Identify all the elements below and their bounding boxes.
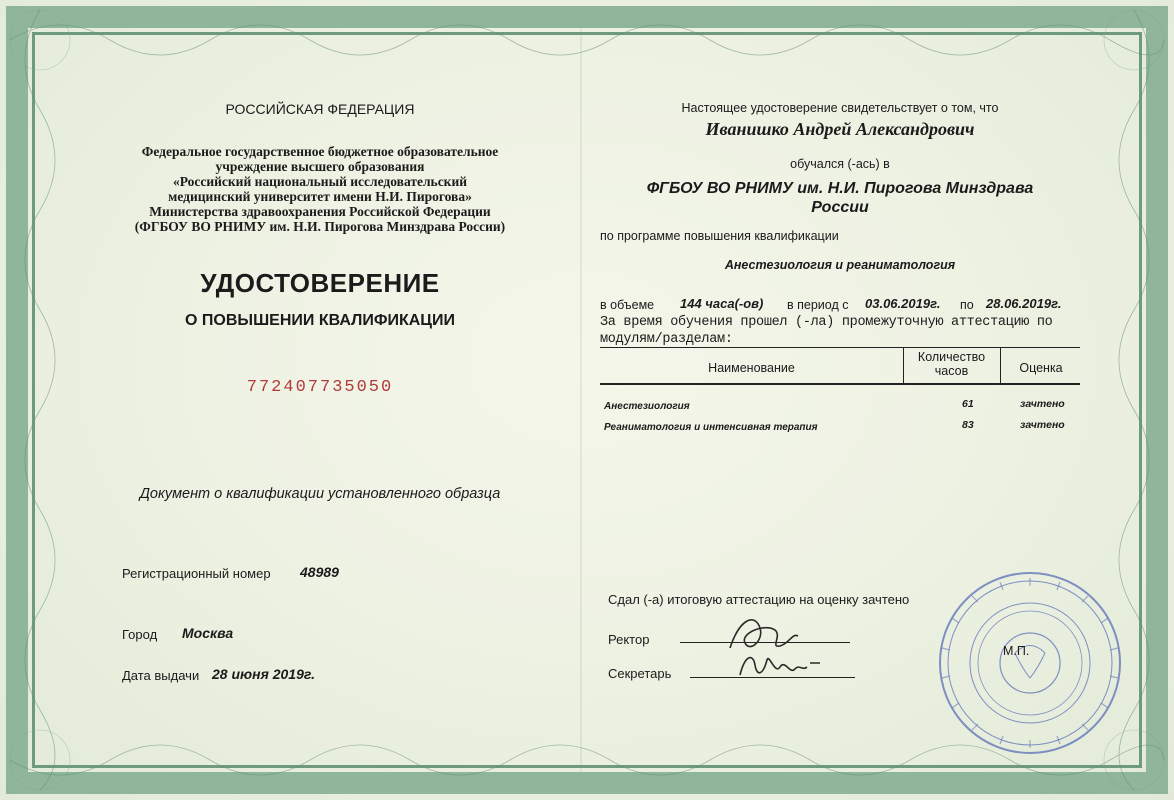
registration-label: Регистрационный номер xyxy=(122,566,271,581)
recipient-name: Иванишко Андрей Александрович xyxy=(705,119,975,139)
volume-label: в объеме xyxy=(600,298,655,312)
institution-name-line-6: (ФГБОУ ВО РНИМУ им. Н.И. Пирогова Минздрава России) xyxy=(134,219,506,234)
period-label: в период с xyxy=(787,298,849,312)
document-type: Документ о квалификации установленного образца xyxy=(139,486,501,502)
institution-name-line-4: медицинский университет имени Н.И. Пирогова» xyxy=(168,189,472,204)
table-row-2-grade: зачтено xyxy=(1020,419,1065,431)
table-row-1-hours: 61 xyxy=(962,398,974,410)
table-col-divider-2 xyxy=(1000,347,1001,384)
document-subtitle: О ПОВЫШЕНИИ КВАЛИФИКАЦИИ xyxy=(185,312,455,329)
table-header-grade: Оценка xyxy=(1019,361,1063,375)
attestation-text-line-1: За время обучения прошел (-ла) промежуточную аттестацию по xyxy=(600,315,1053,330)
stamp-place-label: М.П. xyxy=(1003,644,1030,658)
table-row-1-name: Анестезиология xyxy=(604,401,690,412)
final-attestation: Сдал (-а) итоговую аттестацию на оценку зачтено xyxy=(608,592,910,607)
table-row-1-grade: зачтено xyxy=(1020,398,1065,410)
date-from: 03.06.2019г. xyxy=(865,296,941,311)
certificate-intro: Настоящее удостоверение свидетельствует о том, что xyxy=(681,101,999,115)
table-row-2-name: Реаниматология и интенсивная терапия xyxy=(604,422,818,433)
document-title: УДОСТОВЕРЕНИЕ xyxy=(200,268,440,298)
organization-line-2: России xyxy=(811,199,869,216)
table-col-divider-1 xyxy=(903,347,904,384)
organization-line-1: ФГБОУ ВО РНИМУ им. Н.И. Пирогова Минздрава xyxy=(646,180,1034,197)
city-value: Москва xyxy=(182,625,234,641)
institution-name-line-2: учреждение высшего образования xyxy=(215,159,425,174)
to-label: по xyxy=(960,298,974,312)
institution-name-line-5: Министерства здравоохранения Российской Федерации xyxy=(149,204,491,219)
program-label: по программе повышения квалификации xyxy=(600,229,839,243)
issue-date-label: Дата выдачи xyxy=(122,668,200,683)
table-header-hours: Количество часов xyxy=(917,350,986,378)
date-to: 28.06.2019г. xyxy=(986,296,1062,311)
rector-label: Ректор xyxy=(608,632,650,647)
studied-in-label: обучался (-ась) в xyxy=(790,157,890,171)
volume-value: 144 часа(-ов) xyxy=(680,296,764,311)
city-label: Город xyxy=(122,627,158,642)
program-name: Анестезиология и реаниматология xyxy=(724,258,956,272)
secretary-signature xyxy=(735,645,825,685)
table-header-name: Наименование xyxy=(708,361,795,375)
institution-name-line-1: Федеральное государственное бюджетное образовательное xyxy=(141,144,499,159)
institution-name-line-3: «Российский национальный исследовательский xyxy=(172,174,468,189)
fold-line xyxy=(580,28,582,772)
table-header-rule xyxy=(600,383,1080,385)
secretary-label: Секретарь xyxy=(608,666,672,681)
issue-date-value: 28 июня 2019г. xyxy=(212,666,316,682)
table-top-rule xyxy=(600,347,1080,348)
serial-number: 772407735050 xyxy=(246,378,394,397)
table-row-2-hours: 83 xyxy=(962,419,974,431)
country-title: РОССИЙСКАЯ ФЕДЕРАЦИЯ xyxy=(225,101,415,117)
official-stamp xyxy=(930,568,1130,758)
attestation-text-line-2: модулям/разделам: xyxy=(600,332,733,347)
registration-number: 48989 xyxy=(300,564,339,580)
